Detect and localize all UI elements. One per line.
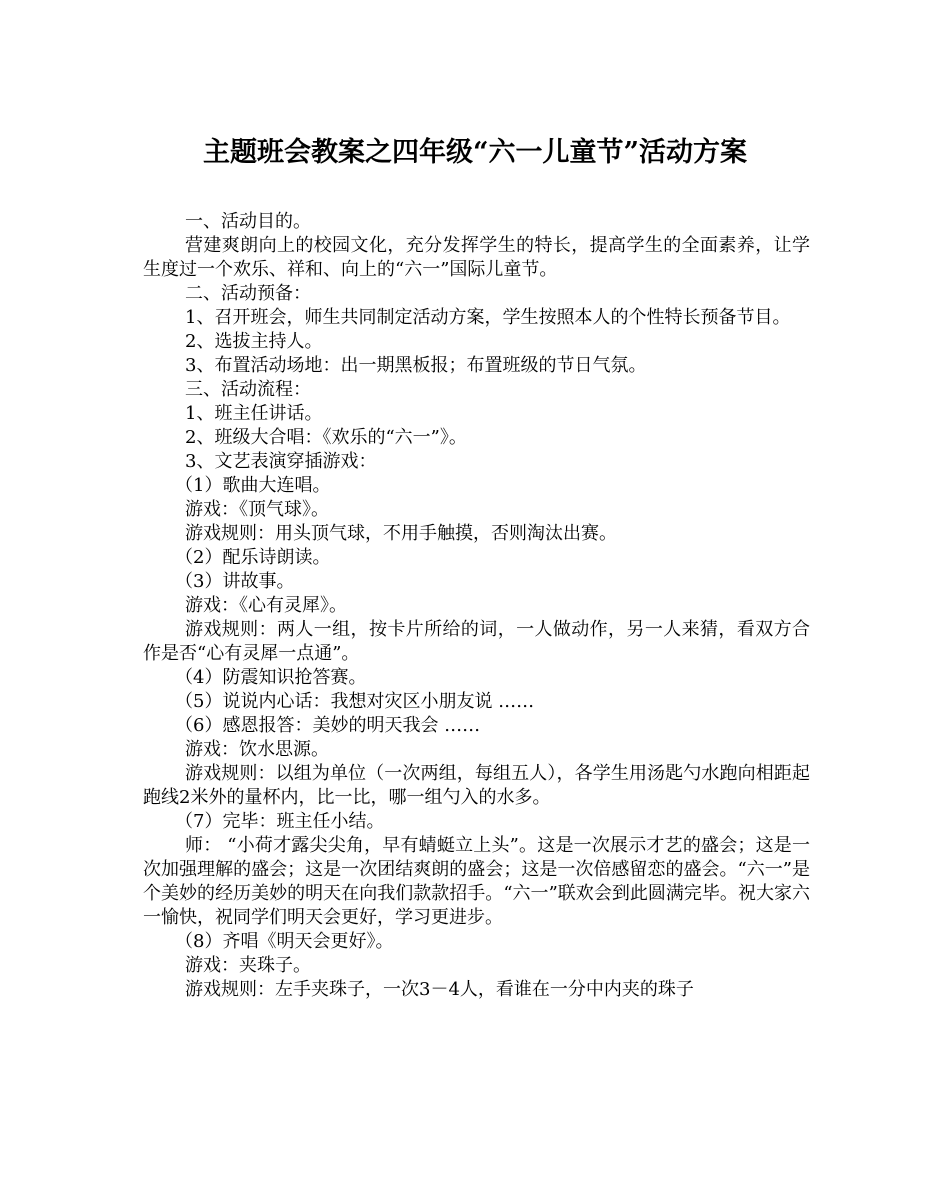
list-item: 2、选拔主持人。 [185, 331, 323, 352]
sub-item: （7）完毕：班主任小结。 [175, 811, 385, 832]
game-name: 游戏：饮水思源。 [185, 739, 329, 760]
document-body [143, 210, 810, 1002]
game-rule: 游戏规则：左手夹珠子，一次3－4人，看谁在一分中内夹的珠子 [185, 979, 694, 1000]
sub-item: （6）感恩报答：美妙的明天我会 …… [175, 715, 481, 736]
list-item: 1、召开班会，师生共同制定活动方案，学生按照本人的个性特长预备节目。 [185, 307, 791, 328]
section-heading: 三、活动流程： [185, 379, 311, 400]
list-item: 3、文艺表演穿插游戏： [185, 451, 377, 472]
sub-item: （1）歌曲大连唱。 [175, 475, 331, 496]
sub-item: （4）防震知识抢答赛。 [175, 667, 367, 688]
game-name: 游戏：夹珠子。 [185, 955, 311, 976]
sub-item: （5）说说内心话：我想对灾区小朋友说 …… [175, 691, 535, 712]
document-title: 主题班会教案之四年级“六一儿童节”活动方案 [202, 137, 748, 168]
section-heading: 一、活动目的。 [185, 211, 311, 232]
game-name: 游戏：《顶气球》。 [185, 499, 329, 520]
list-item: 3、布置活动场地：出一期黑板报；布置班级的节日气氛。 [185, 355, 647, 376]
game-rule: 游戏规则：两人一组，按卡片所给的词，一人做动作，另一人来猜，看双方合作是否“心有灵犀一点通”。 [143, 619, 810, 664]
game-rule: 游戏规则：以组为单位（一次两组，每组五人），各学生用汤匙勺水跑向相距起跑线2米外的量杯内，比一比，哪一组勺入的水多。 [143, 763, 810, 808]
list-item: 1、班主任讲话。 [185, 403, 323, 424]
sub-item: （3）讲故事。 [175, 571, 295, 592]
game-rule: 游戏规则：用头顶气球，不用手触摸，否则淘汰出赛。 [185, 523, 617, 544]
sub-item: （2）配乐诗朗读。 [175, 547, 331, 568]
body-paragraph: 营建爽朗向上的校园文化，充分发挥学生的特长，提高学生的全面素养，让学生度过一个欢乐、祥和、向上的“六一”国际儿童节。 [143, 235, 810, 280]
teacher-speech: 师： “小荷才露尖尖角，早有蜻蜓立上头”。这是一次展示才艺的盛会；这是一次加强理解的盛会；这是一次团结爽朗的盛会；这是一次倍感留恋的盛会。“六一”是个美妙的经历美妙的明天在向我们款款招手。“六一”联欢会到此圆满完毕。祝大家六一愉快，祝同学们明天会更好，学习更进步。 [143, 835, 810, 928]
game-name: 游戏：《心有灵犀》。 [185, 595, 347, 616]
list-item: 2、班级大合唱：《欢乐的“六一”》。 [185, 427, 467, 448]
section-heading: 二、活动预备： [185, 283, 311, 304]
sub-item: （8）齐唱《明天会更好》。 [175, 931, 394, 952]
